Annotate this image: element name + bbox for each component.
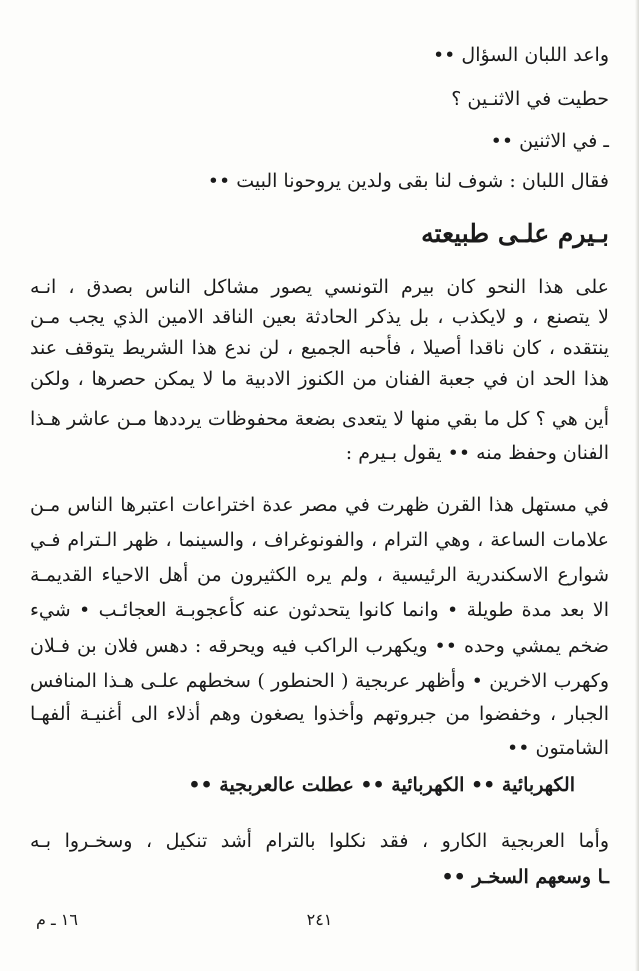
page-edge-shadow — [635, 0, 639, 971]
paragraph-line: على هذا النحو كان بيرم التونسي يصور مشاكل الناس بصدق ، انـه — [30, 276, 609, 298]
dialogue-line: واعد اللبان السؤال •• — [432, 44, 609, 66]
paragraph-line: الفنان وحفظ منه •• يقول بـيرم : — [345, 442, 609, 464]
paragraph-line: علامات الساعة ، وهي الترام ، والفونوغراف ، والسينما ، ظهر الـترام فـي — [30, 529, 609, 551]
dialogue-line: فقال اللبان : شوف لنا بقى ولدين يروحونا البيت •• — [207, 170, 609, 192]
paragraph-line: شوارع الاسكندرية الرئيسية ، ولم يره الكثيرون من أهل الاحياء القديمـة — [30, 564, 609, 586]
paragraph-line: الا بعد مدة طويلة • وانما كانوا يتحدثون عنه كأعجوبـة العجائـب • شيء — [30, 599, 609, 621]
paragraph-line: هذا الحد ان في جعبة الفنان من الكنوز الادبية ما لا يمكن حصرها ، ولكن — [30, 368, 609, 390]
verse-line: الكهربائية •• الكهربائية •• عطلت عالعربجية •• — [188, 774, 575, 796]
dialogue-line: حطيت في الاثنـين ؟ — [451, 88, 609, 110]
printer-signature: ١٦ ـ م — [36, 910, 78, 929]
paragraph-line: وأما العربجية الكارو ، فقد نكلوا بالترام أشد تنكيل ، وسخـروا بـه — [30, 830, 609, 852]
paragraph-line: لا يتصنع ، و لايكذب ، بل يذكر الحادثة بعين الناقد الامين الذي يجب مـن — [30, 306, 609, 328]
dialogue-line: ـ في الاثنين •• — [490, 130, 609, 152]
paragraph-line: الشامتون •• — [507, 737, 609, 759]
section-title: بـيرم علـى طبيعته — [421, 219, 609, 248]
paragraph-line: وكهرب الاخرين • وأظهر عربجية ( الحنطور ) سخطهم علـى هـذا المنافس — [30, 670, 609, 692]
paragraph-line: الجبار ، وخفضوا من جبروتهم وأخذوا يصغون وهم أذلاء الى أغنيـة ألفهـا — [30, 703, 609, 725]
paragraph-line: ضخم يمشي وحده •• ويكهرب الراكب فيه ويحرقه : دهس فلان بن فـلان — [30, 635, 609, 657]
page-number: ٢٤١ — [306, 910, 333, 929]
paragraph-line: في مستهل هذا القرن ظهرت في مصر عدة اختراعات اعتبرها الناس مـن — [30, 494, 609, 516]
paragraph-line: ـا وسعهم السخـر •• — [441, 866, 609, 888]
paragraph-line: ينتقده ، كان ناقدا أصيلا ، فأحبه الجميع ، لن ندع هذا الشريط يتوقف عند — [30, 337, 609, 359]
paragraph-line: أين هي ؟ كل ما بقي منها لا يتعدى بضعة محفوظات يرددها مـن عاشر هـذا — [30, 408, 609, 430]
